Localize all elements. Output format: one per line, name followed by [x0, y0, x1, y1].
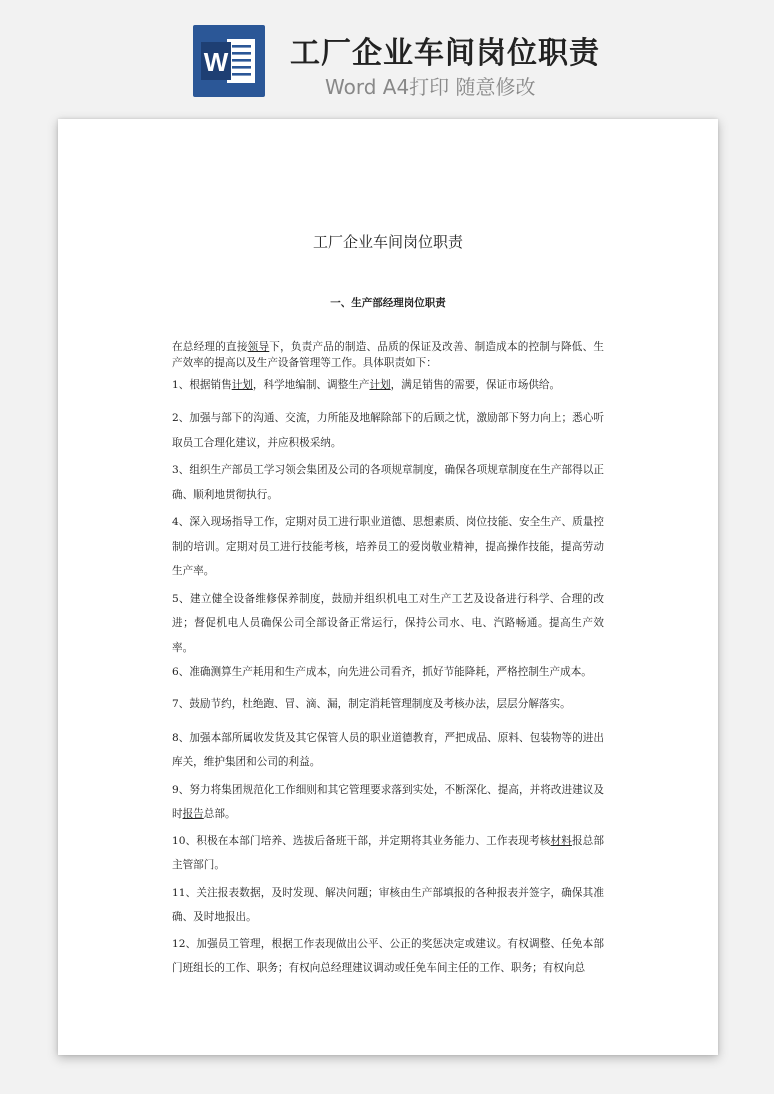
duty-item — [172, 881, 604, 930]
text-run: 2、加强与部下的沟通、交流，力所能及地解除部下的后顾之忧，激励部下努力向上；悉心听取员工合理化建议，并应积极采纳。 — [172, 412, 604, 449]
text-run: 在总经理的直接 — [172, 341, 248, 353]
text-run: 11、关注报表数据，及时发现、解决问题；审核由生产部填报的各种报表并签字，确保其准确、及时地报出。 — [172, 886, 604, 923]
text-run: 下，负责产品的制造、品质的保证及改善、制造成本的控制与降低、生产效率的提高以及生产设备管理等工作。具体职责如下： — [172, 341, 605, 369]
underlined-term: 报告 — [182, 808, 204, 820]
underlined-term: 领导 — [247, 341, 270, 353]
duty-item — [172, 661, 604, 683]
intro-paragraph — [172, 340, 604, 371]
duty-item — [172, 778, 604, 827]
duty-item — [172, 692, 604, 717]
duty-item — [172, 374, 604, 396]
duty-item — [172, 458, 604, 507]
duty-item — [172, 587, 604, 661]
text-run: 报总部主管部门。 — [172, 834, 605, 871]
document-page — [58, 119, 718, 1055]
document-title: 工厂企业车间岗位职责 — [312, 233, 463, 251]
text-run: 3、组织生产部员工学习领会集团及公司的各项规章制度，确保各项规章制度在生产部得以正确、顺利地贯彻执行。 — [172, 464, 604, 501]
text-run: 6、准确测算生产耗用和生产成本，向先进公司看齐，抓好节能降耗，严格控制生产成本。 — [172, 666, 592, 678]
duty-item — [172, 406, 604, 455]
duty-item — [172, 829, 604, 878]
header-subtitle: Word A4打印 随意修改 — [325, 75, 536, 99]
text-run: 8、加强本部所属收发货及其它保管人员的职业道德教育，严把成品、原料、包装物等的进出库关，维护集团和公司的利益。 — [172, 731, 604, 768]
duty-item — [172, 510, 604, 584]
underlined-term: 材料 — [550, 834, 572, 847]
header-title: 工厂企业车间岗位职责 — [290, 36, 600, 71]
text-run: 总部。 — [203, 808, 236, 820]
text-run: 7、鼓励节约，杜绝跑、冒、滴、漏，制定消耗管理制度及考核办法，层层分解落实。 — [172, 698, 571, 710]
text-run: 9、努力将集团规范化工作细则和其它管理要求落到实处，不断深化、提高，并将改进建议及时 — [172, 783, 604, 820]
text-run: ，满足销售的需要，保证市场供给。 — [390, 379, 561, 391]
text-run: 12、加强员工管理，根据工作表现做出公平、公正的奖惩决定或建议。有权调整、任免本部门班组长的工作、职务；有权向总经理建议调动或任免车间主任的工作、职务；有权向总 — [172, 937, 604, 974]
duty-item — [172, 932, 604, 981]
underlined-term: 计划 — [369, 379, 391, 391]
underlined-term: 计划 — [231, 379, 253, 391]
logo-letter: W — [203, 47, 229, 77]
document-body — [172, 340, 604, 981]
text-run: 5、建立健全设备维修保养制度，鼓励并组织机电工对生产工艺及设备进行科学、合理的改进；督促机电人员确保公司全部设备正常运行，保持公司水、电、汽路畅通。提高生产效率。 — [172, 592, 604, 654]
text-run: 1、根据销售 — [172, 379, 232, 391]
section-heading: 一、生产部经理岗位职责 — [330, 297, 446, 309]
text-run: 10、积极在本部门培养、选拔后备班干部，并定期将其业务能力、工作表现考核 — [172, 834, 551, 847]
text-run: 4、深入现场指导工作，定期对员工进行职业道德、思想素质、岗位技能、安全生产、质量控制的培训。定期对员工进行技能考核，培养员工的爱岗敬业精神，提高操作技能，提高劳动生产率。 — [172, 516, 604, 577]
word-logo-icon — [193, 25, 265, 97]
text-run: ，科学地编制、调整生产 — [252, 379, 370, 391]
duty-item — [172, 726, 604, 775]
